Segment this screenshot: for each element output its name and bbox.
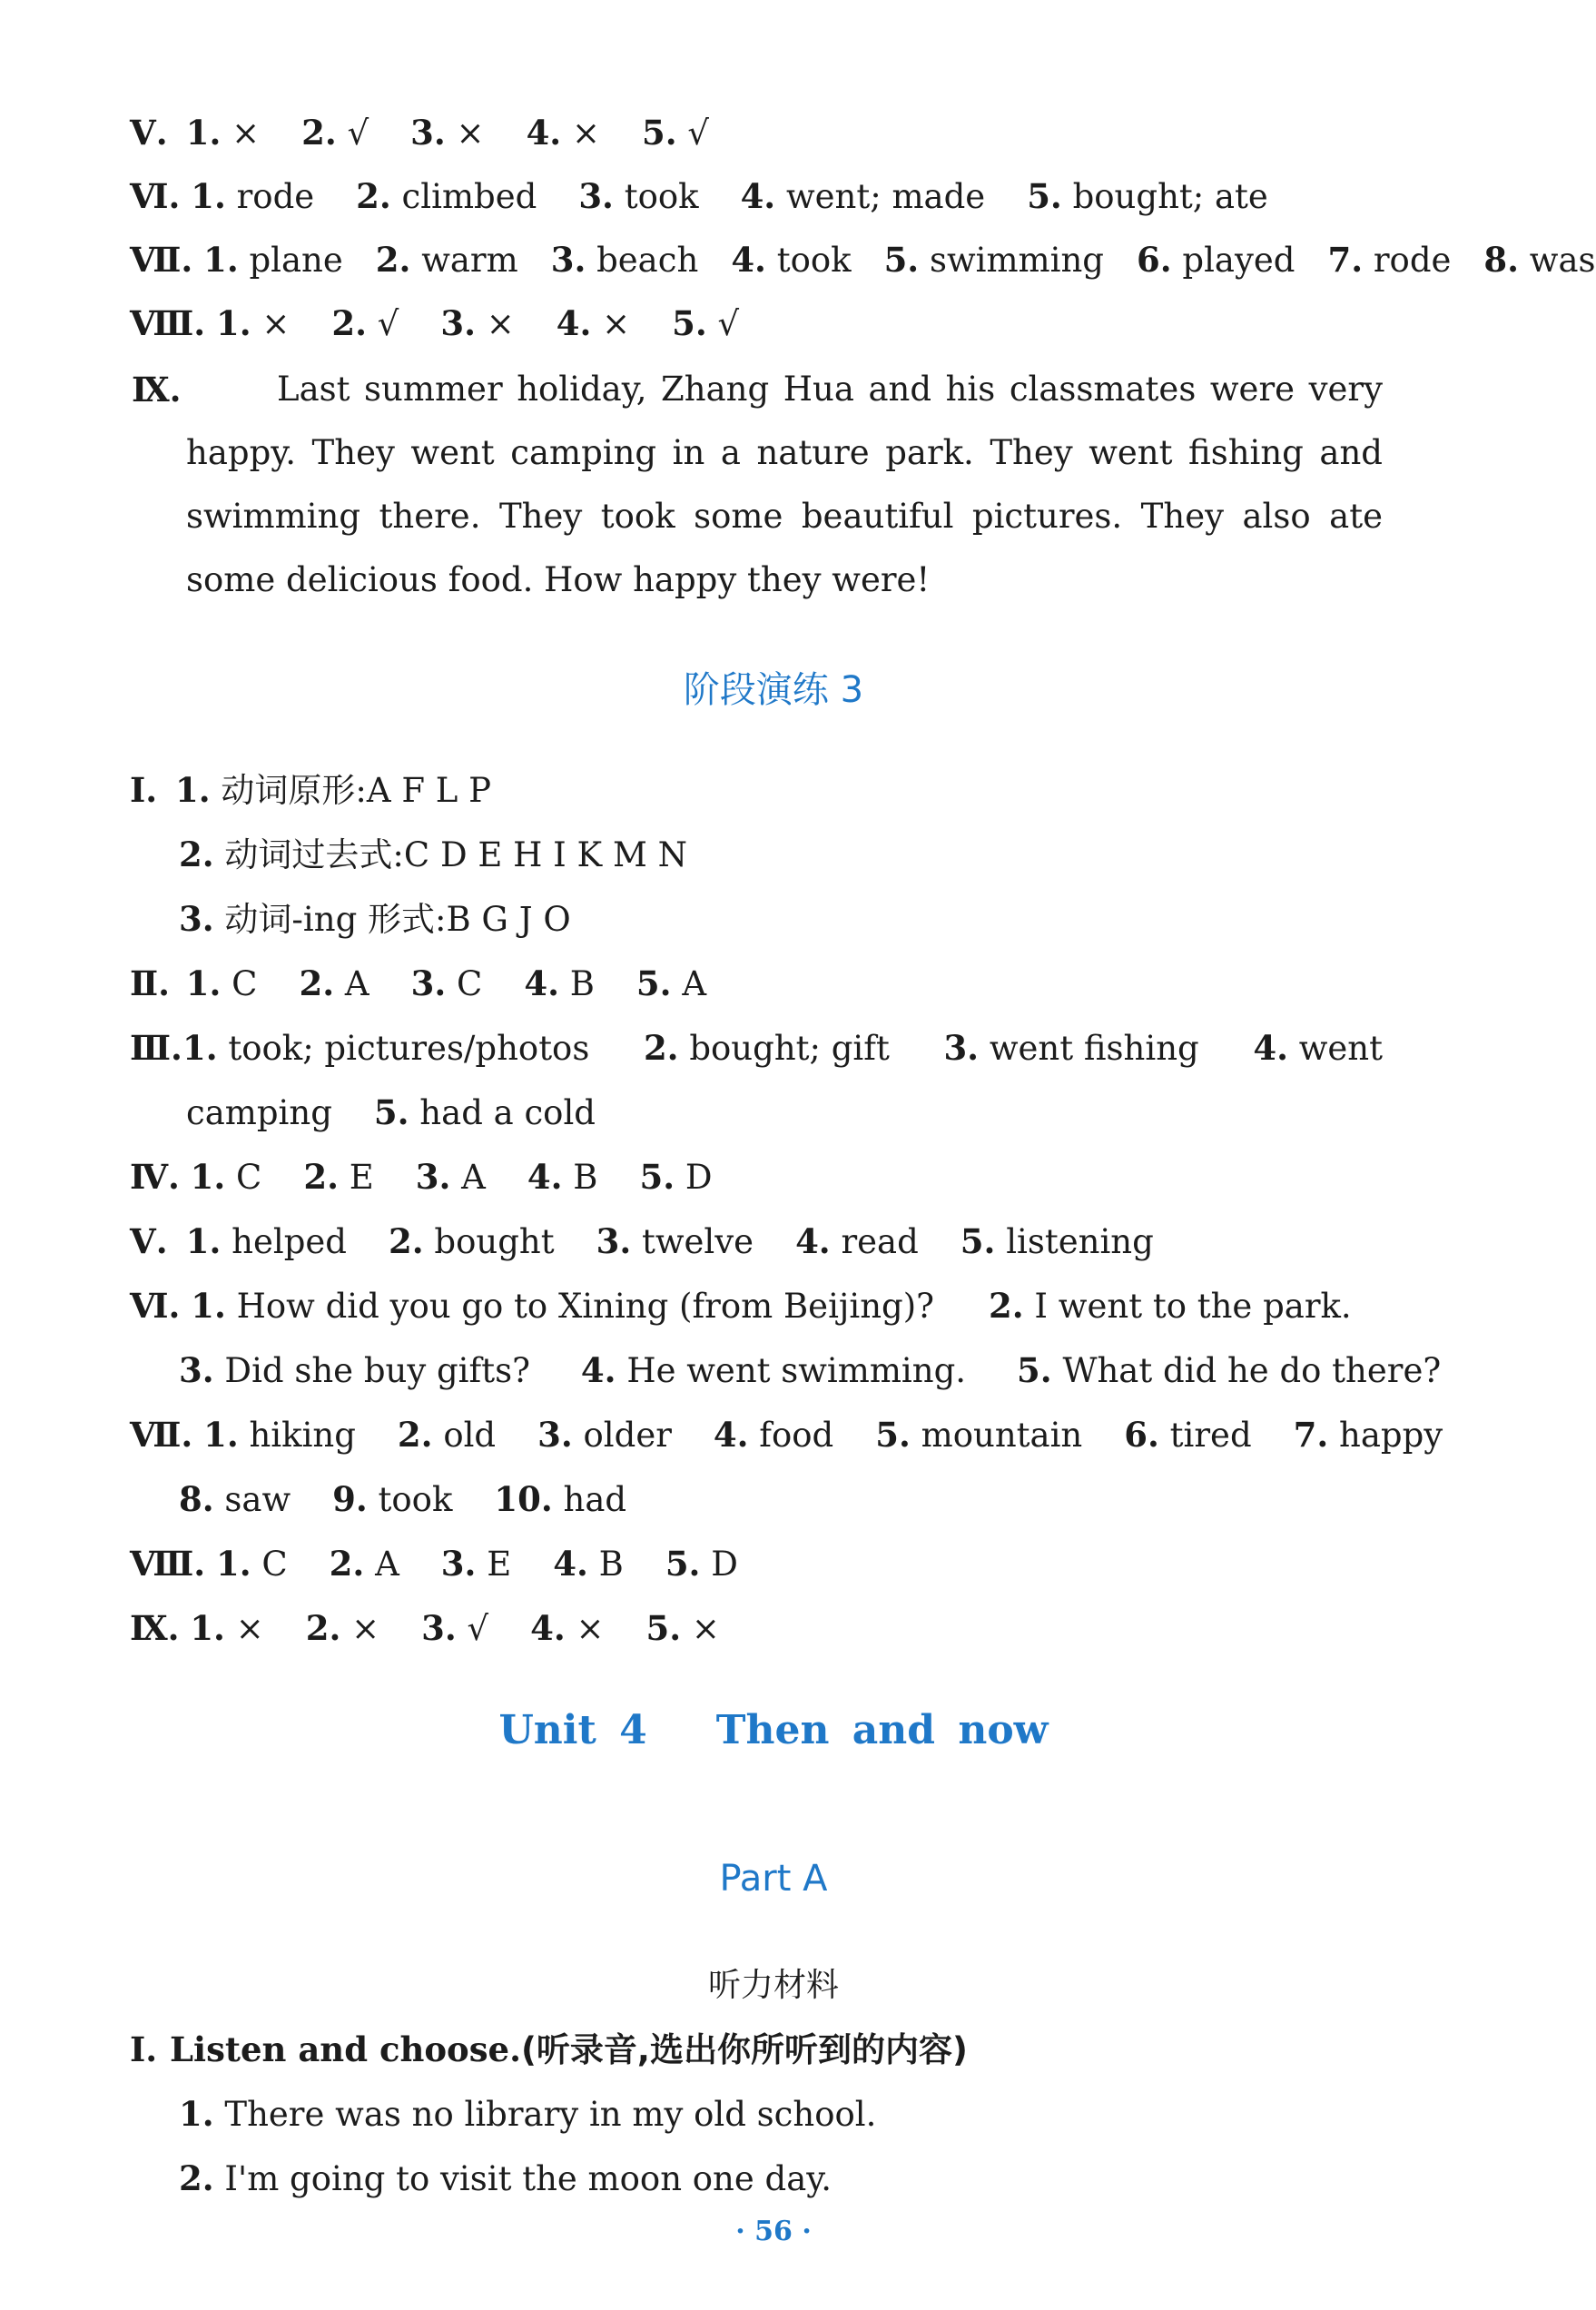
answer-item: 1. rode <box>191 176 315 216</box>
answer-item: 2. warm <box>375 240 518 280</box>
answer-item: 5. × <box>645 1608 720 1648</box>
answer-item: 4. × <box>556 303 631 343</box>
answer-item: 3. C <box>410 963 483 1003</box>
part-title: Part A <box>719 1858 828 1900</box>
answer-item: 1. × <box>190 1608 264 1648</box>
answer-item: 5. D <box>665 1544 738 1584</box>
answer-row-v: Ⅴ. 1. × 2. √ 3. × 4. × 5. √ <box>130 111 709 154</box>
answer-item: 2. A <box>329 1544 399 1584</box>
listening-instruction: Ⅰ. Listen and choose.(听录音,选出你所听到的内容) <box>130 2029 968 2069</box>
answer-item: 1. plane <box>203 240 343 280</box>
answer-item: 2. × <box>305 1608 380 1648</box>
composition-paragraph: Ⅸ. Last summer holiday, Zhang Hua and his classmates were very happy. They went camping in a nature park. They went fishing and swimming there. They took some beautiful pictures. They also ate some delicious food. How happy they were! <box>132 370 1383 599</box>
answer-item: 8. saw <box>179 1479 291 1519</box>
answer-row-iv: Ⅳ. 1. C 2. E 3. A 4. B 5. D <box>130 1155 713 1199</box>
answer-item: 1. C <box>185 963 258 1003</box>
answer-row-v-2: Ⅴ. 1. helped 2. bought 3. twelve 4. read 5. listening <box>130 1219 1154 1263</box>
answer-item: 2. bought <box>389 1221 555 1261</box>
answer-row-i-3: 3. 动词-ing 形式:B G J O <box>179 899 571 939</box>
answer-row-vii-2: Ⅶ. 1. hiking 2. old 3. older 4. food 5. mountain 6. tired 7. happy <box>130 1413 1443 1456</box>
section-title-stage: 阶段演练 3 <box>683 669 864 711</box>
page-number: · 56 · <box>735 2216 812 2247</box>
answer-item: 4. He went swimming. <box>580 1350 967 1390</box>
answer-item: 9. took <box>332 1479 453 1519</box>
answer-item: 1. C <box>190 1157 262 1197</box>
listening-material-title: 听力材料 <box>707 1967 839 2004</box>
answer-item: 5. √ <box>672 303 740 343</box>
answer-item: 5. √ <box>641 113 709 153</box>
answer-row-ii: Ⅱ. 1. C 2. A 3. C 4. B 5. A <box>130 962 706 1005</box>
answer-row-i-1: Ⅰ. 1. 动词原形:A F L P <box>130 770 492 810</box>
answer-row-viii-2: Ⅷ. 1. C 2. A 3. E 4. B 5. D <box>130 1542 738 1585</box>
answer-item: 3. went fishing <box>943 1028 1199 1068</box>
answer-item: 5. bought; ate <box>1027 176 1268 216</box>
answer-item: 3. twelve <box>596 1221 754 1261</box>
answer-item: 2. A <box>299 963 369 1003</box>
answer-item: 4. × <box>530 1608 605 1648</box>
answer-item: 1. helped <box>185 1221 347 1261</box>
answer-item: 3. E <box>440 1544 512 1584</box>
answer-item: 3. beach <box>550 240 699 280</box>
answer-item: 1. × <box>215 303 291 343</box>
answer-item: 5. D <box>639 1157 713 1197</box>
answer-item: 1. How did you go to Xining (from Beijing)? <box>191 1286 935 1326</box>
answer-item: 3. × <box>410 113 485 153</box>
answer-item: 3. A <box>415 1157 486 1197</box>
answer-item: 3. × <box>440 303 515 343</box>
answer-item: 4. B <box>527 1157 598 1197</box>
answer-item: 4. went <box>1253 1028 1383 1068</box>
answer-item: 8. was <box>1483 240 1596 280</box>
answer-item: 7. happy <box>1293 1415 1443 1455</box>
answer-item: 3. took <box>578 176 699 216</box>
answer-item: 4. food <box>713 1415 834 1455</box>
answer-item: 3. older <box>537 1415 672 1455</box>
unit-title: Unit 4 Then and now <box>498 1707 1049 1753</box>
answer-item: 2. √ <box>301 113 369 153</box>
answer-row-ix-2: Ⅸ. 1. × 2. × 3. √ 4. × 5. × <box>130 1606 720 1650</box>
answer-row-vi-2: Ⅵ. 1. How did you go to Xining (from Beijing)? 2. I went to the park. <box>130 1284 1352 1328</box>
listening-sentence: 1. There was no library in my old school. <box>179 2094 877 2134</box>
answer-item: 2. √ <box>331 303 399 343</box>
answer-item: 2. E <box>303 1157 374 1197</box>
answer-item: 6. tired <box>1124 1415 1252 1455</box>
answer-row-i-2: 2. 动词过去式:C D E H I K M N <box>179 834 687 874</box>
answer-item: 5. swimming <box>883 240 1104 280</box>
answer-item: 5. A <box>635 963 707 1003</box>
answer-item: 2. I went to the park. <box>989 1286 1352 1326</box>
answer-item: 4. went; made <box>740 176 986 216</box>
answer-row-vi-2-cont <box>179 1348 1441 1392</box>
answer-row-viii: Ⅷ. 1. × 2. √ 3. × 4. × 5. √ <box>130 301 739 345</box>
answer-item: 4. B <box>524 963 595 1003</box>
answer-item: 1. C <box>215 1544 288 1584</box>
answer-item: 2. climbed <box>356 176 537 216</box>
answer-item: 2. old <box>397 1415 497 1455</box>
listening-sentence: 2. I'm going to visit the moon one day. <box>179 2158 832 2198</box>
answer-item: 4. took <box>731 240 852 280</box>
answer-item: 5. What did he do there? <box>1017 1350 1442 1390</box>
answer-item: 4. B <box>553 1544 624 1584</box>
answer-item: 3. √ <box>421 1608 489 1648</box>
answer-item: 5. mountain <box>875 1415 1083 1455</box>
answer-item: 1. hiking <box>203 1415 356 1455</box>
answer-item: 3. Did she buy gifts? <box>179 1350 530 1390</box>
answer-item: 6. played <box>1136 240 1296 280</box>
answer-item: 5. listening <box>960 1221 1154 1261</box>
answer-item: 4. read <box>795 1221 919 1261</box>
answer-item: 7. rode <box>1327 240 1452 280</box>
answer-row-vi: Ⅵ. 1. rode 2. climbed 3. took 4. went; made 5. bought; ate <box>130 174 1268 218</box>
answer-row-iii: Ⅲ.1. took; pictures/photos 2. bought; gift 3. went fishing 4. went <box>130 1028 1383 1068</box>
answer-item: 4. × <box>526 113 600 153</box>
answer-row-vii: Ⅶ. 1. plane 2. warm 3. beach 4. took 5. swimming 6. played 7. rode 8. was <box>130 238 1596 281</box>
answer-item: 2. bought; gift <box>643 1028 890 1068</box>
answer-item: 10. had <box>494 1479 627 1519</box>
answer-item: 1. × <box>185 113 261 153</box>
answer-row-vii-2-cont <box>179 1477 626 1521</box>
answer-row-iii-cont: camping 5. had a cold <box>186 1092 596 1132</box>
